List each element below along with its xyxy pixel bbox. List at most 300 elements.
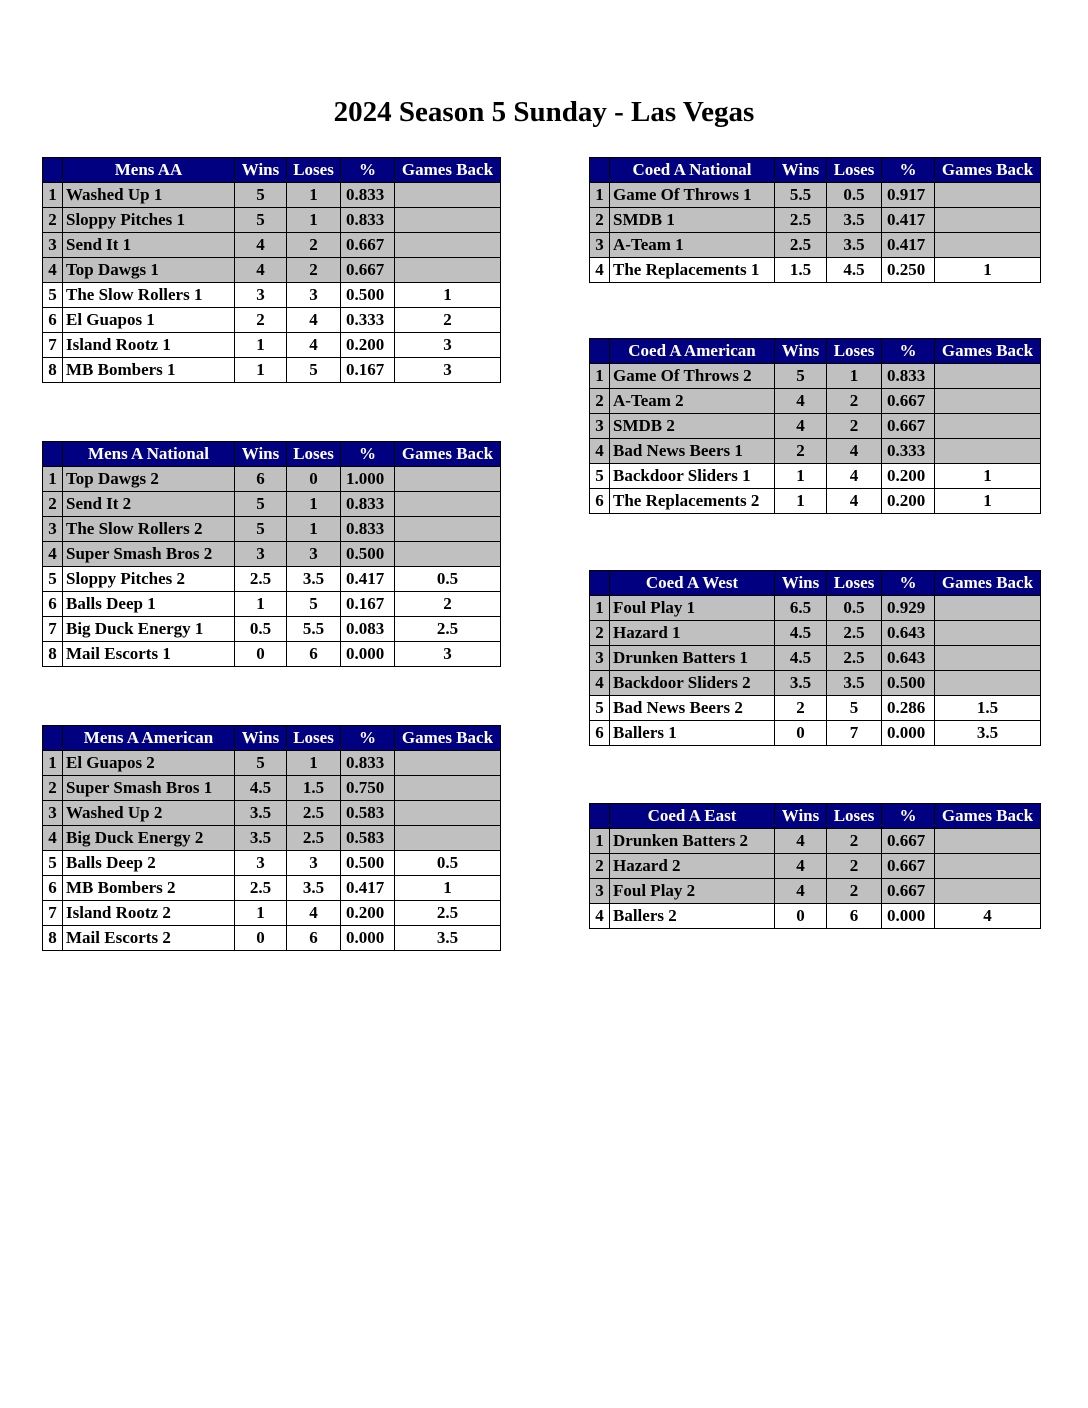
pct-header: % bbox=[341, 158, 395, 183]
wins-cell: 3.5 bbox=[235, 826, 287, 851]
table-row bbox=[590, 879, 1041, 904]
games-back-header: Games Back bbox=[395, 442, 501, 467]
wins-header: Wins bbox=[235, 726, 287, 751]
games-back-cell: 3 bbox=[395, 358, 501, 383]
standings-table-coed-a-east bbox=[589, 803, 1041, 929]
rank-cell: 3 bbox=[43, 801, 63, 826]
team-name: Game Of Throws 2 bbox=[610, 364, 775, 389]
loses-cell: 3.5 bbox=[287, 567, 341, 592]
team-name: Mail Escorts 1 bbox=[63, 642, 235, 667]
loses-cell: 1 bbox=[287, 751, 341, 776]
rank-cell: 1 bbox=[590, 829, 610, 854]
loses-header: Loses bbox=[287, 442, 341, 467]
loses-cell: 2 bbox=[287, 233, 341, 258]
games-back-cell bbox=[935, 854, 1041, 879]
team-name: A-Team 1 bbox=[610, 233, 775, 258]
loses-cell: 1.5 bbox=[287, 776, 341, 801]
pct-header: % bbox=[882, 804, 935, 829]
loses-cell: 3 bbox=[287, 851, 341, 876]
rank-header bbox=[590, 339, 610, 364]
loses-header: Loses bbox=[827, 804, 882, 829]
pct-cell: 0.643 bbox=[882, 646, 935, 671]
games-back-cell bbox=[395, 233, 501, 258]
games-back-cell: 2 bbox=[395, 592, 501, 617]
wins-header: Wins bbox=[775, 158, 827, 183]
wins-cell: 1.5 bbox=[775, 258, 827, 283]
pct-cell: 0.000 bbox=[882, 904, 935, 929]
pct-cell: 0.833 bbox=[341, 517, 395, 542]
rank-header bbox=[43, 442, 63, 467]
pct-cell: 0.167 bbox=[341, 592, 395, 617]
division-name: Coed A East bbox=[610, 804, 775, 829]
rank-cell: 8 bbox=[43, 358, 63, 383]
table-row bbox=[43, 901, 501, 926]
wins-cell: 4 bbox=[235, 258, 287, 283]
team-name: Super Smash Bros 1 bbox=[63, 776, 235, 801]
wins-header: Wins bbox=[235, 158, 287, 183]
rank-cell: 4 bbox=[590, 904, 610, 929]
loses-cell: 4 bbox=[827, 439, 882, 464]
team-name: Super Smash Bros 2 bbox=[63, 542, 235, 567]
rank-cell: 8 bbox=[43, 642, 63, 667]
pct-cell: 0.643 bbox=[882, 621, 935, 646]
rank-cell: 3 bbox=[43, 233, 63, 258]
games-back-cell bbox=[935, 671, 1041, 696]
loses-cell: 2 bbox=[827, 854, 882, 879]
team-name: Foul Play 2 bbox=[610, 879, 775, 904]
wins-cell: 5 bbox=[235, 751, 287, 776]
table-row bbox=[43, 183, 501, 208]
games-back-cell bbox=[395, 467, 501, 492]
rank-header bbox=[590, 804, 610, 829]
games-back-cell bbox=[935, 621, 1041, 646]
team-name: Bad News Beers 1 bbox=[610, 439, 775, 464]
loses-cell: 3.5 bbox=[287, 876, 341, 901]
table-row bbox=[43, 233, 501, 258]
pct-header: % bbox=[882, 339, 935, 364]
wins-cell: 0 bbox=[235, 642, 287, 667]
pct-cell: 0.200 bbox=[882, 464, 935, 489]
wins-cell: 3 bbox=[235, 542, 287, 567]
loses-cell: 2.5 bbox=[287, 826, 341, 851]
loses-cell: 4.5 bbox=[827, 258, 882, 283]
page-title: 2024 Season 5 Sunday - Las Vegas bbox=[333, 96, 755, 128]
rank-cell: 6 bbox=[43, 876, 63, 901]
rank-cell: 7 bbox=[43, 333, 63, 358]
table-header-row bbox=[43, 158, 501, 183]
games-back-header: Games Back bbox=[935, 339, 1041, 364]
wins-cell: 4.5 bbox=[775, 646, 827, 671]
wins-cell: 5 bbox=[235, 208, 287, 233]
wins-cell: 1 bbox=[775, 489, 827, 514]
games-back-cell: 1 bbox=[935, 464, 1041, 489]
loses-cell: 5.5 bbox=[287, 617, 341, 642]
table-header-row bbox=[590, 158, 1041, 183]
loses-cell: 0.5 bbox=[827, 183, 882, 208]
games-back-cell: 3 bbox=[395, 333, 501, 358]
pct-cell: 0.417 bbox=[341, 876, 395, 901]
rank-cell: 8 bbox=[43, 926, 63, 951]
wins-cell: 4 bbox=[775, 854, 827, 879]
table-row bbox=[43, 801, 501, 826]
wins-header: Wins bbox=[775, 804, 827, 829]
team-name: Sloppy Pitches 1 bbox=[63, 208, 235, 233]
table-row bbox=[43, 876, 501, 901]
games-back-cell bbox=[935, 183, 1041, 208]
loses-cell: 1 bbox=[287, 492, 341, 517]
rank-cell: 1 bbox=[590, 596, 610, 621]
games-back-cell: 1 bbox=[935, 489, 1041, 514]
rank-cell: 1 bbox=[43, 183, 63, 208]
wins-cell: 0 bbox=[775, 904, 827, 929]
games-back-cell bbox=[935, 596, 1041, 621]
pct-header: % bbox=[341, 442, 395, 467]
rank-cell: 1 bbox=[43, 751, 63, 776]
pct-cell: 0.083 bbox=[341, 617, 395, 642]
rank-cell: 2 bbox=[590, 621, 610, 646]
pct-header: % bbox=[882, 571, 935, 596]
table-row bbox=[43, 283, 501, 308]
wins-cell: 4 bbox=[775, 879, 827, 904]
pct-cell: 0.667 bbox=[882, 829, 935, 854]
loses-header: Loses bbox=[287, 726, 341, 751]
pct-cell: 0.833 bbox=[341, 208, 395, 233]
loses-cell: 2 bbox=[827, 414, 882, 439]
games-back-header: Games Back bbox=[395, 158, 501, 183]
table-row bbox=[590, 464, 1041, 489]
table-row bbox=[43, 333, 501, 358]
team-name: Foul Play 1 bbox=[610, 596, 775, 621]
wins-cell: 3 bbox=[235, 851, 287, 876]
pct-cell: 0.750 bbox=[341, 776, 395, 801]
pct-cell: 0.417 bbox=[882, 233, 935, 258]
pct-cell: 0.000 bbox=[882, 721, 935, 746]
rank-cell: 6 bbox=[43, 308, 63, 333]
pct-cell: 0.667 bbox=[882, 879, 935, 904]
loses-cell: 5 bbox=[287, 358, 341, 383]
wins-cell: 4 bbox=[235, 233, 287, 258]
wins-cell: 6.5 bbox=[775, 596, 827, 621]
table-row bbox=[43, 851, 501, 876]
games-back-cell bbox=[935, 208, 1041, 233]
wins-cell: 4 bbox=[775, 414, 827, 439]
rank-cell: 5 bbox=[43, 283, 63, 308]
pct-cell: 0.833 bbox=[341, 492, 395, 517]
table-row bbox=[43, 926, 501, 951]
games-back-header: Games Back bbox=[935, 158, 1041, 183]
loses-cell: 1 bbox=[287, 517, 341, 542]
rank-cell: 4 bbox=[43, 826, 63, 851]
loses-cell: 3.5 bbox=[827, 233, 882, 258]
games-back-cell: 2.5 bbox=[395, 901, 501, 926]
table-row bbox=[590, 596, 1041, 621]
rank-header bbox=[590, 158, 610, 183]
pct-header: % bbox=[882, 158, 935, 183]
games-back-cell bbox=[395, 258, 501, 283]
standings-table-mens-a-american bbox=[42, 725, 501, 951]
wins-cell: 6 bbox=[235, 467, 287, 492]
games-back-cell bbox=[935, 233, 1041, 258]
team-name: Big Duck Energy 1 bbox=[63, 617, 235, 642]
rank-cell: 4 bbox=[590, 258, 610, 283]
table-row bbox=[590, 233, 1041, 258]
rank-cell: 2 bbox=[590, 854, 610, 879]
wins-cell: 1 bbox=[235, 333, 287, 358]
table-row bbox=[43, 776, 501, 801]
games-back-cell bbox=[395, 208, 501, 233]
rank-cell: 5 bbox=[43, 567, 63, 592]
team-name: Hazard 1 bbox=[610, 621, 775, 646]
team-name: Backdoor Sliders 1 bbox=[610, 464, 775, 489]
table-row bbox=[590, 696, 1041, 721]
rank-cell: 7 bbox=[43, 617, 63, 642]
team-name: The Slow Rollers 1 bbox=[63, 283, 235, 308]
team-name: El Guapos 2 bbox=[63, 751, 235, 776]
games-back-cell: 1 bbox=[395, 876, 501, 901]
table-row bbox=[590, 671, 1041, 696]
pct-cell: 0.417 bbox=[341, 567, 395, 592]
team-name: Balls Deep 1 bbox=[63, 592, 235, 617]
rank-cell: 2 bbox=[590, 389, 610, 414]
pct-cell: 0.500 bbox=[341, 851, 395, 876]
loses-cell: 2 bbox=[827, 879, 882, 904]
table-row bbox=[590, 489, 1041, 514]
games-back-cell bbox=[395, 542, 501, 567]
rank-cell: 4 bbox=[43, 542, 63, 567]
loses-cell: 3.5 bbox=[827, 671, 882, 696]
loses-cell: 4 bbox=[287, 333, 341, 358]
pct-cell: 0.200 bbox=[882, 489, 935, 514]
team-name: SMDB 2 bbox=[610, 414, 775, 439]
standings-table-coed-a-national bbox=[589, 157, 1041, 283]
games-back-cell bbox=[935, 439, 1041, 464]
standings-table-coed-a-american bbox=[589, 338, 1041, 514]
games-back-cell bbox=[935, 829, 1041, 854]
pct-cell: 0.000 bbox=[341, 642, 395, 667]
wins-cell: 0 bbox=[775, 721, 827, 746]
table-row bbox=[43, 208, 501, 233]
team-name: MB Bombers 1 bbox=[63, 358, 235, 383]
team-name: Send It 1 bbox=[63, 233, 235, 258]
pct-cell: 0.500 bbox=[341, 283, 395, 308]
rank-cell: 4 bbox=[590, 671, 610, 696]
table-header-row bbox=[43, 442, 501, 467]
loses-cell: 5 bbox=[287, 592, 341, 617]
loses-cell: 2 bbox=[287, 258, 341, 283]
division-name: Mens A American bbox=[63, 726, 235, 751]
wins-cell: 2.5 bbox=[775, 233, 827, 258]
wins-cell: 5 bbox=[235, 492, 287, 517]
loses-cell: 0.5 bbox=[827, 596, 882, 621]
loses-header: Loses bbox=[827, 339, 882, 364]
table-row bbox=[43, 617, 501, 642]
games-back-header: Games Back bbox=[395, 726, 501, 751]
table-row bbox=[590, 208, 1041, 233]
games-back-cell bbox=[935, 414, 1041, 439]
rank-cell: 1 bbox=[43, 467, 63, 492]
table-row bbox=[43, 542, 501, 567]
rank-header bbox=[590, 571, 610, 596]
table-header-row bbox=[43, 726, 501, 751]
wins-cell: 0.5 bbox=[235, 617, 287, 642]
table-row bbox=[43, 308, 501, 333]
games-back-cell bbox=[395, 517, 501, 542]
wins-cell: 5 bbox=[235, 517, 287, 542]
team-name: The Slow Rollers 2 bbox=[63, 517, 235, 542]
table-row bbox=[590, 389, 1041, 414]
team-name: A-Team 2 bbox=[610, 389, 775, 414]
loses-cell: 0 bbox=[287, 467, 341, 492]
pct-cell: 0.833 bbox=[341, 751, 395, 776]
rank-cell: 1 bbox=[590, 183, 610, 208]
loses-cell: 2 bbox=[827, 389, 882, 414]
wins-cell: 0 bbox=[235, 926, 287, 951]
team-name: Top Dawgs 1 bbox=[63, 258, 235, 283]
table-row bbox=[590, 364, 1041, 389]
loses-cell: 3 bbox=[287, 283, 341, 308]
table-row bbox=[43, 492, 501, 517]
loses-cell: 3.5 bbox=[827, 208, 882, 233]
pct-cell: 0.286 bbox=[882, 696, 935, 721]
rank-cell: 5 bbox=[43, 851, 63, 876]
wins-cell: 1 bbox=[235, 901, 287, 926]
rank-cell: 3 bbox=[590, 414, 610, 439]
table-row bbox=[43, 567, 501, 592]
loses-cell: 2.5 bbox=[827, 621, 882, 646]
pct-cell: 0.929 bbox=[882, 596, 935, 621]
wins-cell: 3.5 bbox=[235, 801, 287, 826]
games-back-cell bbox=[935, 364, 1041, 389]
pct-cell: 0.583 bbox=[341, 801, 395, 826]
rank-header bbox=[43, 158, 63, 183]
team-name: Ballers 1 bbox=[610, 721, 775, 746]
rank-cell: 4 bbox=[590, 439, 610, 464]
pct-cell: 0.167 bbox=[341, 358, 395, 383]
games-back-header: Games Back bbox=[935, 804, 1041, 829]
loses-cell: 7 bbox=[827, 721, 882, 746]
rank-header bbox=[43, 726, 63, 751]
wins-cell: 2 bbox=[235, 308, 287, 333]
games-back-cell: 1.5 bbox=[935, 696, 1041, 721]
wins-header: Wins bbox=[775, 571, 827, 596]
pct-cell: 0.833 bbox=[882, 364, 935, 389]
wins-cell: 1 bbox=[775, 464, 827, 489]
wins-cell: 1 bbox=[235, 358, 287, 383]
rank-cell: 7 bbox=[43, 901, 63, 926]
table-header-row bbox=[590, 571, 1041, 596]
pct-cell: 0.583 bbox=[341, 826, 395, 851]
team-name: Send It 2 bbox=[63, 492, 235, 517]
loses-cell: 2.5 bbox=[287, 801, 341, 826]
pct-cell: 0.667 bbox=[882, 389, 935, 414]
games-back-cell bbox=[395, 492, 501, 517]
wins-cell: 3.5 bbox=[775, 671, 827, 696]
rank-cell: 6 bbox=[43, 592, 63, 617]
team-name: MB Bombers 2 bbox=[63, 876, 235, 901]
team-name: SMDB 1 bbox=[610, 208, 775, 233]
rank-cell: 3 bbox=[590, 233, 610, 258]
wins-cell: 4.5 bbox=[235, 776, 287, 801]
rank-cell: 2 bbox=[43, 492, 63, 517]
table-row bbox=[43, 592, 501, 617]
table-row bbox=[590, 854, 1041, 879]
rank-cell: 2 bbox=[590, 208, 610, 233]
rank-cell: 6 bbox=[590, 721, 610, 746]
division-name: Mens AA bbox=[63, 158, 235, 183]
loses-cell: 3 bbox=[287, 542, 341, 567]
rank-cell: 1 bbox=[590, 364, 610, 389]
wins-cell: 2.5 bbox=[235, 567, 287, 592]
table-row bbox=[43, 751, 501, 776]
loses-header: Loses bbox=[827, 158, 882, 183]
standings-table-mens-a-national bbox=[42, 441, 501, 667]
loses-cell: 1 bbox=[287, 183, 341, 208]
wins-cell: 2.5 bbox=[235, 876, 287, 901]
table-row bbox=[43, 358, 501, 383]
games-back-cell: 1 bbox=[935, 258, 1041, 283]
wins-header: Wins bbox=[775, 339, 827, 364]
games-back-cell bbox=[935, 879, 1041, 904]
table-row bbox=[590, 721, 1041, 746]
pct-cell: 0.250 bbox=[882, 258, 935, 283]
games-back-cell: 3 bbox=[395, 642, 501, 667]
loses-cell: 5 bbox=[827, 696, 882, 721]
games-back-header: Games Back bbox=[935, 571, 1041, 596]
loses-cell: 4 bbox=[827, 489, 882, 514]
loses-cell: 6 bbox=[287, 642, 341, 667]
table-header-row bbox=[590, 804, 1041, 829]
games-back-cell bbox=[395, 183, 501, 208]
team-name: Sloppy Pitches 2 bbox=[63, 567, 235, 592]
division-name: Coed A American bbox=[610, 339, 775, 364]
wins-cell: 5.5 bbox=[775, 183, 827, 208]
loses-cell: 4 bbox=[287, 901, 341, 926]
table-row bbox=[590, 439, 1041, 464]
pct-cell: 0.200 bbox=[341, 333, 395, 358]
table-row bbox=[590, 829, 1041, 854]
rank-cell: 3 bbox=[590, 879, 610, 904]
team-name: Big Duck Energy 2 bbox=[63, 826, 235, 851]
pct-cell: 1.000 bbox=[341, 467, 395, 492]
pct-cell: 0.667 bbox=[882, 414, 935, 439]
games-back-cell bbox=[395, 776, 501, 801]
team-name: The Replacements 2 bbox=[610, 489, 775, 514]
games-back-cell: 3.5 bbox=[935, 721, 1041, 746]
rank-cell: 2 bbox=[43, 208, 63, 233]
loses-header: Loses bbox=[827, 571, 882, 596]
team-name: Backdoor Sliders 2 bbox=[610, 671, 775, 696]
pct-cell: 0.500 bbox=[882, 671, 935, 696]
rank-cell: 2 bbox=[43, 776, 63, 801]
team-name: Game Of Throws 1 bbox=[610, 183, 775, 208]
team-name: The Replacements 1 bbox=[610, 258, 775, 283]
games-back-cell: 0.5 bbox=[395, 851, 501, 876]
table-row bbox=[590, 646, 1041, 671]
games-back-cell: 1 bbox=[395, 283, 501, 308]
games-back-cell bbox=[935, 646, 1041, 671]
team-name: Top Dawgs 2 bbox=[63, 467, 235, 492]
team-name: Island Rootz 2 bbox=[63, 901, 235, 926]
table-row bbox=[43, 467, 501, 492]
table-row bbox=[590, 904, 1041, 929]
games-back-cell: 2 bbox=[395, 308, 501, 333]
table-row bbox=[590, 414, 1041, 439]
division-name: Mens A National bbox=[63, 442, 235, 467]
rank-cell: 6 bbox=[590, 489, 610, 514]
wins-header: Wins bbox=[235, 442, 287, 467]
pct-cell: 0.667 bbox=[341, 233, 395, 258]
table-row bbox=[43, 517, 501, 542]
